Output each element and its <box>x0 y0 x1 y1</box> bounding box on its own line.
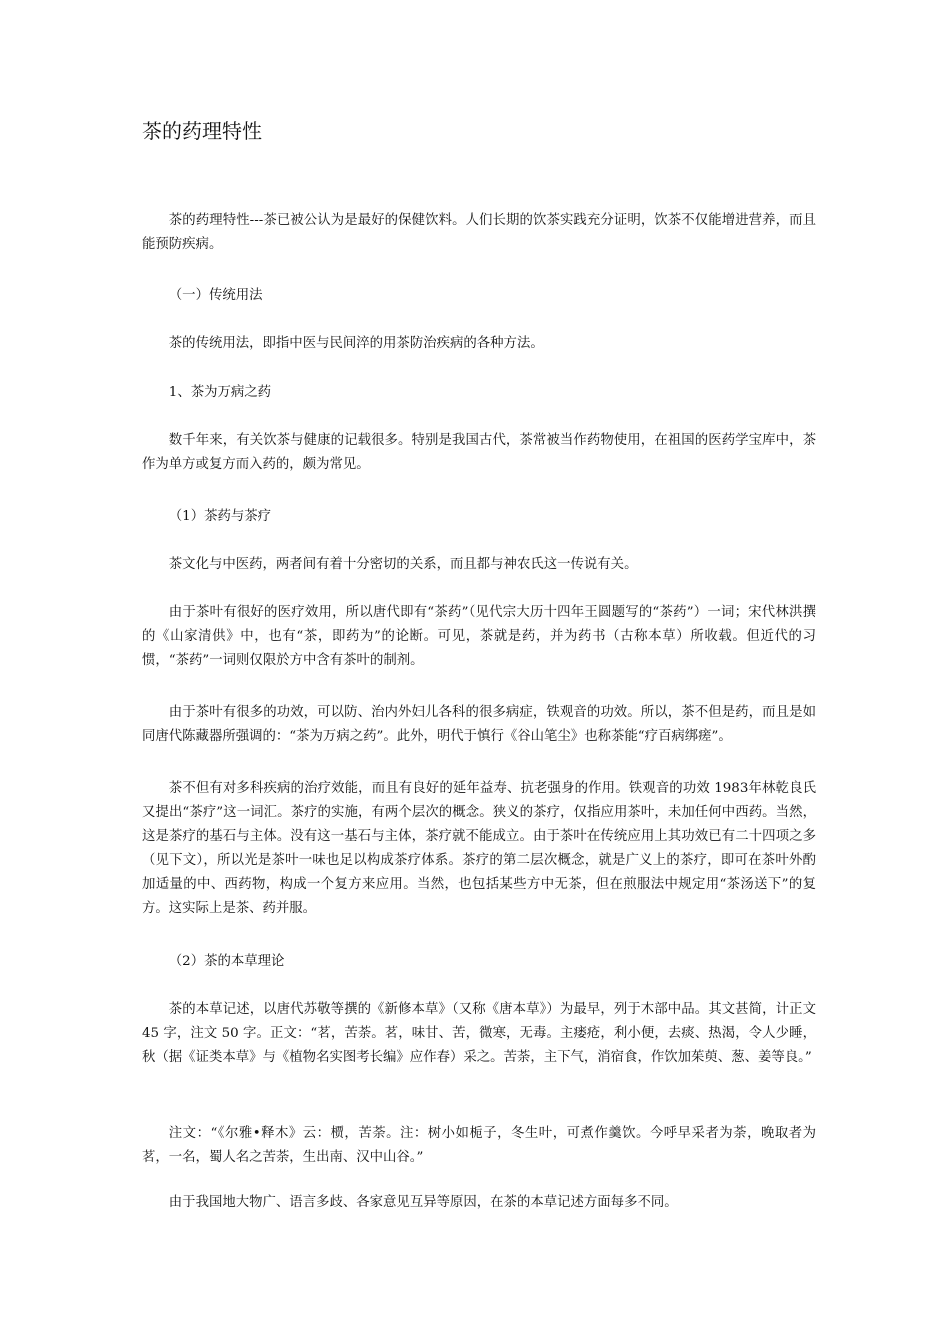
section-heading-traditional-usage: （一）传统用法 <box>168 288 263 303</box>
paragraph-differences: 由于我国地大物广、语言多歧、各家意见互异等原因，在茶的本草记述方面每多不同。 <box>168 1195 678 1210</box>
subsection-heading-tea-as-medicine: 1、茶为万病之药 <box>168 385 272 400</box>
paragraph-annotation: 注文：“《尔雅•释木》云：槚，苦荼。注：树小如栀子，冬生叶，可煮作羹饮。今呼早采者为荼，晚取者为茗，一名，蜀人名之苦荼，生出南、汉中山谷。” <box>142 1126 816 1165</box>
paragraph-history: 数千年来，有关饮茶与健康的记载很多。特别是我国古代，茶常被当作药物使用，在祖国的医药学宝库中，茶作为单方或复方而入药的，颇为常见。 <box>142 433 816 472</box>
paragraph-traditional-usage: 茶的传统用法，即指中医与民间淬的用茶防治疾病的各种方法。 <box>168 336 544 351</box>
document-title: 茶的药理特性 <box>142 119 262 143</box>
paragraph-medical-effect: 由于茶叶有很好的医疗效用，所以唐代即有“茶药”（见代宗大历十四年王圆题写的“茶药”）一词；宋代林洪撰的《山家清供》中，也有“茶，即药为”的论断。可见，茶就是药，并为药书（古称本草）所收载。但近代的习惯，“茶药”一词则仅限於方中含有茶叶的制剂。 <box>142 605 816 668</box>
subsection-heading-tea-medicine-therapy: （1）茶药与茶疗 <box>168 509 272 524</box>
paragraph-tea-therapy: 茶不但有对多科疾病的治疗效能，而且有良好的延年益寿、抗老强身的作用。铁观音的功效 1983年林乾良氏又提出“茶疗”这一词汇。茶疗的实施，有两个层次的概念。狭义的茶疗，仅指应用茶叶，未加任何中西药。当然，这是茶疗的基石与主体。没有这一基石与主体，茶疗就不能成立。由于茶叶在传统应用上其功效已有二十四项之多（见下文），所以光是茶叶一味也足以构成茶疗体系。茶疗的第二层次概念，就是广义上的茶疗，即可在茶叶外酌加适量的中、西药物，构成一个复方来应用。当然，也包括某些方中无茶，但在煎服法中规定用“茶汤送下”的复方。这实际上是茶、药并服。 <box>142 781 816 916</box>
paragraph-herbal-records: 茶的本草记述，以唐代苏敬等撰的《新修本草》（又称《唐本草》）为最早，列于木部中品。其文甚简，计正文 45 字，注文 50 字。正文：“茗，苦荼。茗，味甘、苦，微寒，无毒。主瘘疮，利小便，去痰、热渴，令人少睡，秋（据《证类本草》与《植物名实图考长编》应作春）采之。苦荼，主下气，消宿食，作饮加茱萸、葱、姜等良。” <box>142 1002 816 1065</box>
paragraph-many-effects: 由于茶叶有很多的功效，可以防、治内外妇儿各科的很多病症，铁观音的功效。所以，茶不但是药，而且是如同唐代陈藏器所强调的：“茶为万病之药”。此外，明代于慎行《谷山笔尘》也称茶能“疗百病绑瘥”。 <box>142 705 816 744</box>
paragraph-tea-culture: 茶文化与中医药，两者间有着十分密切的关系，而且都与神农氏这一传说有关。 <box>168 557 638 572</box>
subsection-heading-herbal-theory: （2）茶的本草理论 <box>168 954 285 969</box>
paragraph-intro: 茶的药理特性---茶已被公认为是最好的保健饮料。人们长期的饮茶实践充分证明，饮茶不仅能增进营养，而且能预防疾病。 <box>142 213 816 252</box>
